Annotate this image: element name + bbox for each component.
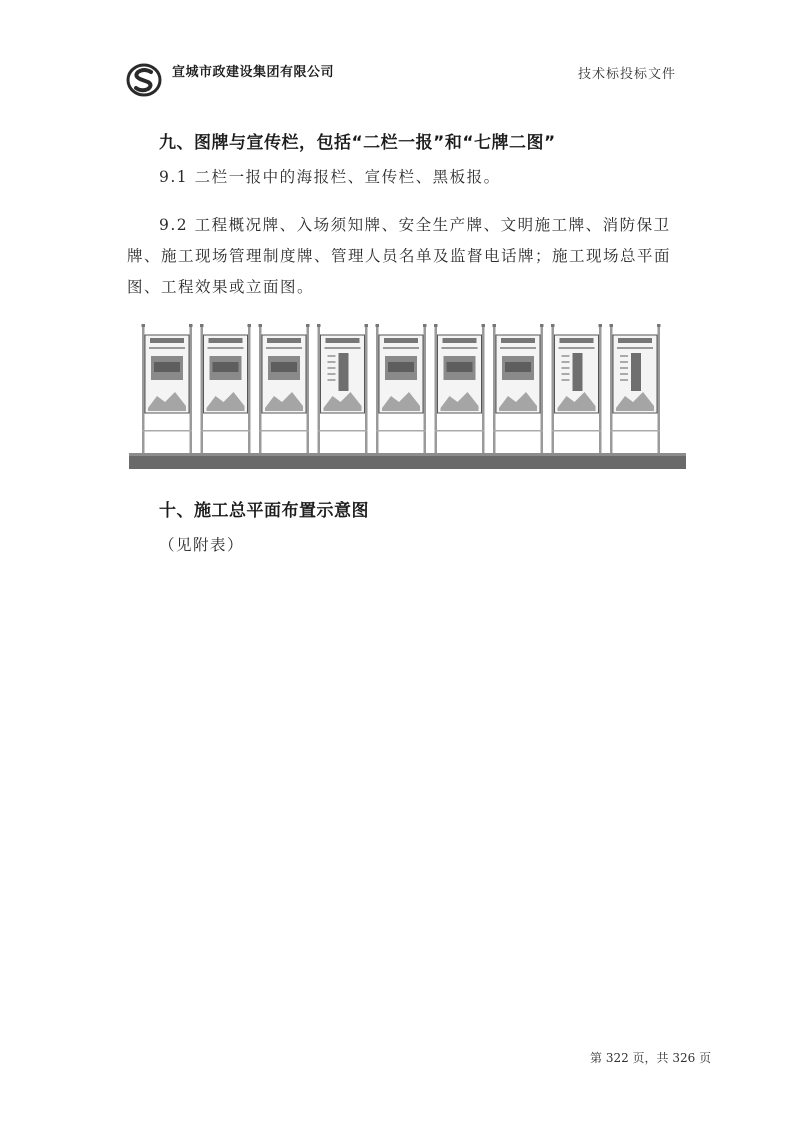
board-photo-detail — [154, 362, 180, 372]
board-photo-detail — [213, 362, 239, 372]
board-post — [365, 326, 368, 453]
post-cap — [610, 324, 614, 327]
post-cap — [423, 324, 427, 327]
board-post — [259, 326, 262, 453]
board-photo-detail — [447, 362, 473, 372]
board-subtitle — [617, 347, 653, 349]
board-subtitle — [208, 347, 244, 349]
board-text-line — [562, 355, 570, 357]
board-title-bar — [150, 338, 184, 343]
section-10-heading: 十、施工总平面布置示意图 — [159, 501, 369, 521]
board-title-bar — [501, 338, 535, 343]
board-building-image — [339, 353, 349, 391]
board-post — [190, 326, 193, 453]
board-building-image — [631, 353, 641, 391]
board-subtitle — [383, 347, 419, 349]
board-photo-detail — [388, 362, 414, 372]
board-text-line — [620, 361, 628, 363]
ground-edge — [129, 453, 686, 456]
board-text-line — [328, 355, 336, 357]
board-text-line — [620, 379, 628, 381]
board-post — [307, 326, 310, 453]
post-cap — [540, 324, 544, 327]
post-cap — [200, 324, 204, 327]
board-post — [482, 326, 485, 453]
company-name: 宣城市政建设集团有限公司 — [172, 65, 335, 80]
board-text-line — [562, 379, 570, 381]
board-post — [376, 326, 379, 453]
post-cap — [259, 324, 263, 327]
post-cap — [376, 324, 380, 327]
board-text-line — [328, 373, 336, 375]
post-cap — [599, 324, 603, 327]
board-subtitle — [325, 347, 361, 349]
board-post — [541, 326, 544, 453]
board-post — [201, 326, 204, 453]
board-text-line — [328, 367, 336, 369]
board-post — [493, 326, 496, 453]
board-post — [599, 326, 602, 453]
post-cap — [248, 324, 252, 327]
post-cap — [551, 324, 555, 327]
post-cap — [142, 324, 146, 327]
post-cap — [657, 324, 661, 327]
board-post — [435, 326, 438, 453]
company-logo-icon — [126, 62, 162, 98]
board-post — [142, 326, 145, 453]
board-rail — [435, 430, 485, 432]
board-text-line — [562, 373, 570, 375]
board-post — [248, 326, 251, 453]
board-post — [552, 326, 555, 453]
board-rail — [201, 430, 251, 432]
post-cap — [317, 324, 321, 327]
board-title-bar — [384, 338, 418, 343]
board-subtitle — [500, 347, 536, 349]
page-number: 第 322 页，共 326 页 — [590, 1051, 712, 1065]
board-photo-detail — [505, 362, 531, 372]
board-rail — [376, 430, 426, 432]
board-title-bar — [326, 338, 360, 343]
signboard-wall-illustration — [129, 322, 686, 474]
board-subtitle — [442, 347, 478, 349]
post-cap — [306, 324, 310, 327]
board-post — [610, 326, 613, 453]
board-title-bar — [209, 338, 243, 343]
board-title-bar — [618, 338, 652, 343]
board-rail — [318, 430, 368, 432]
post-cap — [434, 324, 438, 327]
board-rail — [142, 430, 192, 432]
board-rail — [259, 430, 309, 432]
post-cap — [493, 324, 497, 327]
board-text-line — [562, 367, 570, 369]
board-text-line — [562, 361, 570, 363]
board-building-image — [573, 353, 583, 391]
board-title-bar — [443, 338, 477, 343]
paragraph-9-2: 9.2 工程概况牌、入场须知牌、安全生产牌、文明施工牌、消防保卫牌、施工现场管理制度牌、管理人员名单及监督电话牌；施工现场总平面图、工程效果或立面图。 — [127, 216, 672, 296]
board-subtitle — [559, 347, 595, 349]
board-text-line — [620, 355, 628, 357]
board-subtitle — [149, 347, 185, 349]
post-cap — [482, 324, 486, 327]
document-type: 技术标投标文件 — [578, 67, 677, 82]
board-subtitle — [266, 347, 302, 349]
board-post — [658, 326, 661, 453]
board-photo-detail — [271, 362, 297, 372]
board-text-line — [328, 361, 336, 363]
board-rail — [552, 430, 602, 432]
board-text-line — [620, 367, 628, 369]
board-rail — [610, 430, 660, 432]
board-text-line — [328, 379, 336, 381]
post-cap — [189, 324, 193, 327]
post-cap — [365, 324, 369, 327]
board-post — [424, 326, 427, 453]
board-post — [318, 326, 321, 453]
board-title-bar — [267, 338, 301, 343]
section-9-heading: 九、图牌与宣传栏，包括“二栏一报”和“七牌二图” — [159, 133, 556, 153]
board-text-line — [620, 373, 628, 375]
appendix-note: （见附表） — [159, 536, 245, 554]
board-rail — [493, 430, 543, 432]
board-title-bar — [560, 338, 594, 343]
paragraph-9-1: 9.1 二栏一报中的海报栏、宣传栏、黑板报。 — [159, 168, 501, 186]
